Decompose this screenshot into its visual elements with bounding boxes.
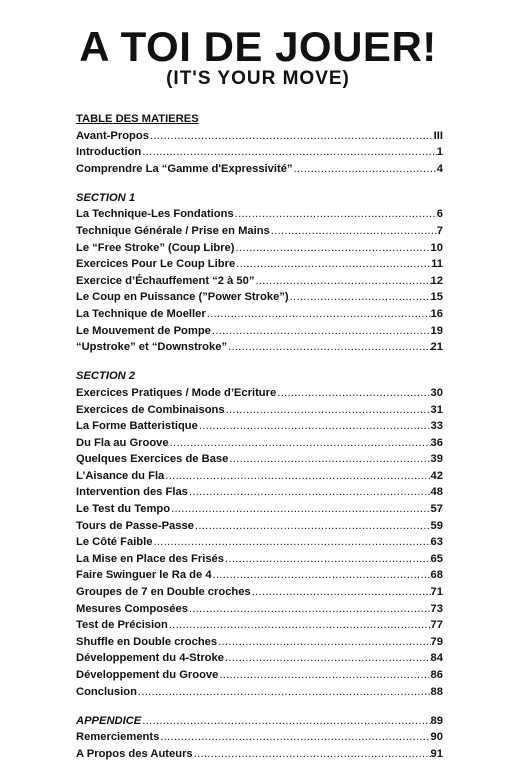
toc-entry-label: Exercice d’Échauffement “2 à 50” (76, 274, 255, 287)
section-2-block (76, 368, 443, 700)
toc-dot-leader (270, 223, 437, 240)
toc-entry-label: Mesures Composées (76, 602, 188, 615)
toc-entry-label: APPENDICE (76, 714, 142, 727)
toc-entry[interactable] (76, 323, 443, 340)
toc-entry-label: Test de Précision (76, 619, 168, 632)
toc-entry[interactable] (76, 385, 443, 402)
toc-dot-leader (170, 501, 430, 518)
toc-entry-label: Comprendre La “Gamme d'Expressivité” (76, 162, 293, 175)
toc-entry-page: 65 (430, 552, 443, 565)
toc-entry[interactable] (76, 240, 443, 257)
toc-entry-label: Intervention des Flas (76, 486, 188, 499)
toc-entry-page: 48 (430, 486, 443, 499)
toc-entry-label: Introduction (76, 146, 142, 159)
toc-dot-leader (224, 551, 431, 568)
toc-dot-leader (149, 128, 434, 145)
toc-entry[interactable] (76, 713, 443, 730)
toc-entry-page: 12 (430, 274, 443, 287)
toc-entry[interactable] (76, 684, 443, 701)
table-of-contents (76, 111, 443, 762)
toc-entry-page: 91 (430, 747, 443, 760)
toc-dot-leader (169, 435, 431, 452)
toc-entry[interactable] (76, 256, 443, 273)
toc-entry-page: 7 (436, 225, 443, 238)
toc-entry-label: Développement du Groove (76, 669, 219, 681)
toc-entry[interactable] (76, 223, 443, 240)
toc-entry-page: 36 (430, 436, 443, 449)
toc-entry-page: 33 (430, 420, 443, 433)
toc-entry[interactable] (76, 161, 443, 178)
toc-entry[interactable] (76, 468, 443, 485)
toc-entry-page: 59 (430, 519, 443, 532)
toc-entry-label: A Propos des Auteurs (76, 747, 193, 760)
toc-entry-label: Remerciements (76, 731, 160, 744)
toc-entry-page: 30 (430, 386, 443, 399)
toc-entry-page: 4 (436, 162, 443, 175)
toc-entry-label: Le “Free Stroke” (Coup Libre) (76, 241, 235, 254)
toc-entry[interactable] (76, 534, 443, 551)
toc-entry-page: 11 (431, 258, 443, 271)
toc-entry-page: 57 (430, 503, 443, 516)
toc-dot-leader (235, 240, 431, 257)
toc-entry[interactable] (76, 128, 443, 145)
toc-entry[interactable] (76, 289, 443, 306)
toc-dot-leader (141, 713, 430, 730)
toc-entry-page: 88 (430, 685, 443, 698)
toc-entry-label: Tours de Passe-Passe (76, 519, 194, 532)
toc-entry[interactable] (76, 634, 443, 651)
toc-entry-label: Avant-Propos (76, 129, 149, 142)
toc-entry-page: 63 (430, 536, 443, 549)
toc-entry-page: 31 (430, 403, 443, 416)
toc-entry-label: La Technique-Les Fondations (76, 208, 234, 221)
toc-dot-leader (228, 451, 430, 468)
toc-entry[interactable] (76, 518, 443, 535)
toc-entry-page: 84 (430, 652, 443, 665)
toc-entry-page: 73 (430, 602, 443, 615)
section-1-list (76, 206, 443, 355)
toc-dot-leader (254, 273, 430, 290)
page-title: A TOI DE JOUER! (79, 23, 437, 70)
toc-entry-page: 39 (430, 453, 443, 466)
toc-dot-leader (211, 323, 431, 340)
section-1-heading: SECTION 1 (76, 191, 136, 204)
toc-entry-page: 79 (430, 635, 443, 648)
toc-entry-label: Technique Générale / Prise en Mains (76, 225, 270, 238)
toc-dot-leader (188, 484, 431, 501)
toc-entry-page: 19 (430, 324, 443, 337)
toc-entry-label: Le Test du Tempo (76, 503, 171, 516)
toc-entry-label: Exercices de Combinaisons (76, 403, 225, 416)
toc-dot-leader (164, 468, 430, 485)
toc-entry[interactable] (76, 306, 443, 323)
toc-dot-leader (293, 161, 437, 178)
section-2-list (76, 385, 443, 700)
toc-entry[interactable] (76, 650, 443, 667)
toc-dot-leader (225, 402, 431, 419)
toc-dot-leader (218, 667, 430, 684)
toc-entry-label: Shuffle en Double croches (76, 635, 218, 648)
toc-dot-leader (217, 634, 430, 651)
toc-dot-leader (276, 385, 430, 402)
toc-entry[interactable] (76, 435, 443, 452)
toc-entry-label: Conclusion (76, 685, 137, 698)
toc-dot-leader (227, 339, 430, 356)
toc-dot-leader (224, 650, 431, 667)
toc-entry[interactable] (76, 273, 443, 290)
toc-entry-label: Quelques Exercices de Base (76, 453, 229, 466)
section-2-heading-row (76, 368, 443, 385)
toc-dot-leader (193, 746, 431, 762)
toc-dot-leader (251, 584, 431, 601)
toc-entry-label: Groupes de 7 en Double croches (76, 586, 251, 599)
toc-entry[interactable] (76, 746, 443, 762)
toc-entry-label: Exercices Pratiques / Mode d’Ecriture (76, 386, 277, 399)
toc-entry-label: L’Aisance du Fla (76, 469, 165, 482)
toc-entry[interactable] (76, 144, 443, 161)
toc-dot-leader (212, 567, 431, 584)
toc-entry[interactable] (76, 729, 443, 746)
toc-entry-label: Exercices Pour Le Coup Libre (76, 258, 236, 271)
toc-entry-label: Le Mouvement de Pompe (76, 324, 211, 337)
toc-front-list (76, 128, 443, 178)
toc-entry-page: 21 (430, 341, 443, 354)
toc-entry-page: 6 (436, 208, 443, 221)
toc-entry[interactable] (76, 617, 443, 634)
toc-entry-page: 77 (430, 619, 443, 632)
toc-entry-page: 68 (430, 569, 443, 582)
toc-entry[interactable] (76, 451, 443, 468)
toc-dot-leader (234, 206, 437, 223)
toc-entry-page: 15 (430, 291, 443, 304)
toc-entry-label: Le Coup en Puissance (”Power Stroke”) (76, 291, 289, 304)
appendix-block (76, 713, 443, 762)
toc-entry-page: 86 (430, 669, 443, 681)
toc-entry[interactable] (76, 601, 443, 618)
appendix-list (76, 713, 443, 762)
toc-entry[interactable] (76, 206, 443, 223)
section-1-block (76, 190, 443, 356)
toc-dot-leader (152, 534, 430, 551)
section-1-heading-row (76, 190, 443, 207)
toc-entry-page: 10 (430, 241, 443, 254)
toc-entry-page: 71 (430, 586, 443, 599)
toc-entry[interactable] (76, 484, 443, 501)
toc-heading: TABLE DES MATIERES (76, 113, 199, 125)
page-subtitle: (IT'S YOUR MOVE) (166, 68, 350, 89)
toc-entry[interactable] (76, 418, 443, 435)
toc-entry-page: 89 (430, 714, 443, 727)
toc-entry-page: 90 (430, 731, 443, 744)
toc-dot-leader (188, 601, 431, 618)
toc-dot-leader (168, 617, 431, 634)
toc-dot-leader (235, 256, 431, 273)
toc-entry-page: 16 (430, 308, 443, 321)
toc-entry[interactable] (76, 667, 443, 684)
toc-dot-leader (141, 144, 437, 161)
toc-entry-label: La Mise en Place des Frisés (76, 552, 224, 565)
toc-entry-label: Développement du 4-Stroke (76, 652, 224, 665)
toc-dot-leader (194, 518, 431, 535)
toc-entry-page: 1 (436, 146, 443, 159)
toc-entry-label: Faire Swinguer le Ra de 4 (76, 569, 212, 582)
toc-entry-page: III (433, 129, 443, 142)
toc-entry-page: 42 (430, 469, 443, 482)
toc-entry-label: La Forme Batteristique (76, 420, 198, 433)
toc-entry-label: “Upstroke” et “Downstroke” (76, 341, 228, 354)
toc-entry[interactable] (76, 584, 443, 601)
section-2-heading: SECTION 2 (76, 370, 136, 383)
toc-entry[interactable] (76, 567, 443, 584)
toc-dot-leader (206, 306, 431, 323)
toc-dot-leader (159, 729, 430, 746)
toc-dot-leader (289, 289, 431, 306)
toc-dot-leader (137, 684, 431, 701)
toc-dot-leader (198, 418, 431, 435)
toc-entry[interactable] (76, 402, 443, 419)
toc-entry-label: Le Côté Faible (76, 536, 153, 549)
toc-entry-label: Du Fla au Groove (76, 436, 169, 449)
toc-entry-label: La Technique de Moeller (76, 308, 206, 321)
toc-entry[interactable] (76, 339, 443, 356)
toc-entry[interactable] (76, 501, 443, 518)
toc-heading-row (76, 111, 443, 128)
toc-entry[interactable] (76, 551, 443, 568)
